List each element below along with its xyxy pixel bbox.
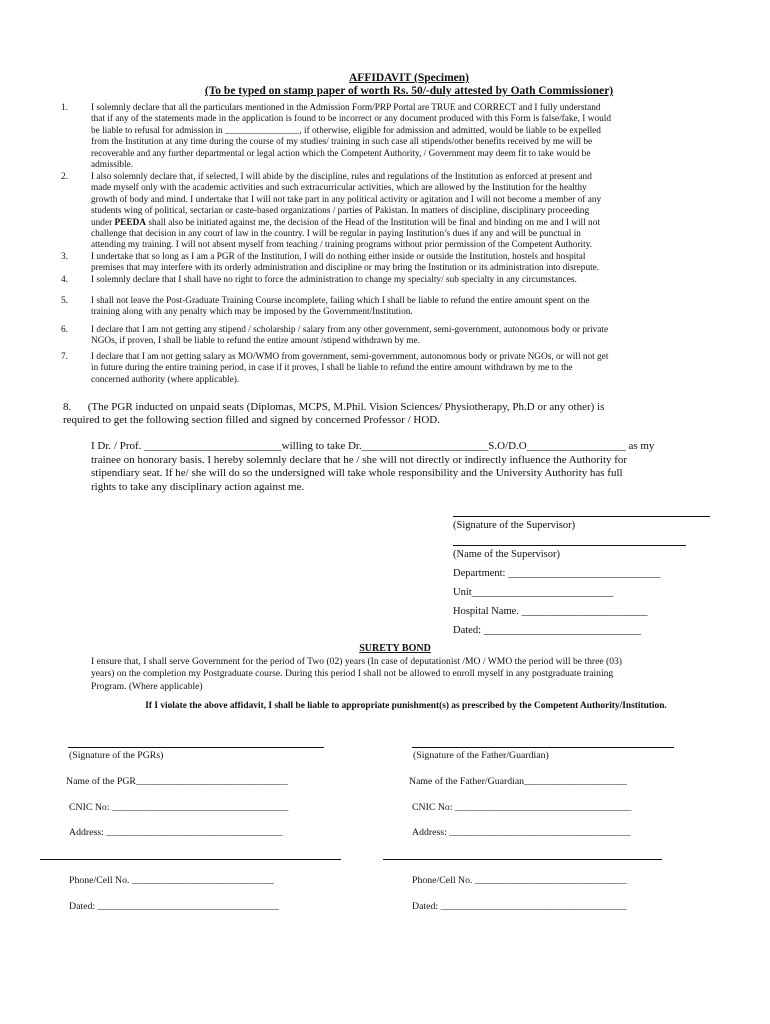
item-line: NGOs, if proven, I shall be liable to refund the entire amount /stipend withdrawn by me. bbox=[91, 336, 420, 347]
guardian-address-field[interactable]: Address: _____________________________________ bbox=[412, 827, 631, 838]
item-line: I declare that I am not getting any stipend / scholarship / salary from any other government, semi-government, autonomous body or private bbox=[91, 325, 609, 335]
item-line: I declare that I am not getting salary as MO/WMO from government, semi-government, autonomous body or private NGOs, or will not get bbox=[91, 352, 609, 362]
declaration-line: I Dr. / Prof. _________________________willing to take Dr._______________________S.O/D.O__________________ as my bbox=[91, 440, 655, 452]
declaration-line: rights to take any disciplinary action against me. bbox=[91, 480, 305, 493]
para8-line: required to get the following section filled and signed by concerned Professor / HOD. bbox=[63, 414, 440, 426]
item-number: 7. bbox=[61, 352, 68, 362]
item-text bbox=[91, 296, 724, 319]
item-line: from the Institution at any time during the course of my studies/ training in such case all stipends/other benefits received by me will be bbox=[91, 137, 593, 148]
item-line: made myself only with the academic activities and such extracurricular activities, which are allowed by the Institution for the healthy bbox=[91, 183, 587, 194]
item-line: I solemnly declare that I shall have no right to force the administration to change my specialty/ sub specialty in any circumstances. bbox=[91, 275, 577, 285]
surety-line: Program. (Where applicable) bbox=[91, 680, 203, 692]
item-line: in future during the entire training period, in case if it proves, I shall be liable to refund the entire amount withdrawn by me to the bbox=[91, 363, 573, 374]
paragraph-8 bbox=[63, 401, 724, 427]
professor-declaration bbox=[91, 440, 724, 494]
pgr-signature-label: (Signature of the PGRs) bbox=[69, 750, 164, 761]
item-line: recoverable and any further departmental or legal action which the Competent Authority, / Government may deem fit to take would be bbox=[91, 148, 591, 159]
item-line: attending my training. I will not absent myself from teaching / training programs without prior permission of the Competent Authority. bbox=[91, 240, 593, 251]
pgr-phone-field[interactable]: Phone/Cell No. _____________________________ bbox=[69, 875, 274, 886]
item-line: concerned authority (where applicable). bbox=[91, 374, 240, 385]
affidavit-subtitle: (To be typed on stamp paper of worth Rs. 50/-duly attested by Oath Commissioner) bbox=[204, 85, 614, 97]
guardian-signature-line[interactable] bbox=[412, 747, 674, 748]
guardian-phone-field[interactable]: Phone/Cell No. _______________________________ bbox=[412, 875, 627, 886]
surety-bond-text bbox=[91, 656, 724, 693]
guardian-cnic-field[interactable]: CNIC No: ____________________________________ bbox=[412, 802, 632, 813]
supervisor-dated-field[interactable]: Dated: ______________________________ bbox=[453, 625, 642, 636]
pgr-cnic-field[interactable]: CNIC No: ____________________________________ bbox=[69, 802, 289, 813]
item-text bbox=[91, 252, 724, 275]
item-number: 5. bbox=[61, 296, 68, 306]
item-line: I solemnly declare that all the particulars mentioned in the Admission Form/PRP Portal are TRUE and CORRECT and I fully understand bbox=[91, 103, 601, 113]
guardian-signature-label: (Signature of the Father/Guardian) bbox=[413, 750, 549, 761]
item-number: 2. bbox=[61, 172, 68, 182]
surety-bond-title: SURETY BOND bbox=[359, 643, 431, 654]
pgr-address-field[interactable]: Address: ____________________________________ bbox=[69, 827, 283, 838]
item-text bbox=[91, 325, 724, 348]
item-line: training along with any penalty which may be imposed by the Government/Institution. bbox=[91, 307, 413, 318]
guardian-name-field[interactable]: Name of the Father/Guardian_____________________ bbox=[409, 776, 627, 787]
peeda-text: PEEDA bbox=[114, 217, 147, 228]
item-number: 3. bbox=[61, 252, 68, 262]
supervisor-unit-field[interactable]: Unit___________________________ bbox=[453, 587, 614, 598]
declaration-line: stipendiary seat. If he/ she will do so the undersigned will take whole responsibility and the University Authority has full bbox=[91, 467, 623, 479]
item-line: that if any of the statements made in the application is found to be incorrect or any document produced with this Form is false/fake, I would bbox=[91, 114, 611, 125]
item-text bbox=[91, 352, 724, 386]
item-line: I undertake that so long as I am a PGR of the Institution, I will do nothing either inside or outside the Institution, hostels and hospital bbox=[91, 252, 586, 262]
pgr-dated-field[interactable]: Dated: _____________________________________ bbox=[69, 901, 279, 912]
item-line: challenge that decision in any court of law in the country. I will be regular in paying Institution’s dues if any and will be punctual in bbox=[91, 229, 581, 240]
supervisor-hospital-field[interactable]: Hospital Name. ________________________ bbox=[453, 606, 648, 617]
violation-statement: If I violate the above affidavit, I shall be liable to appropriate punishment(s) as prescribed by the Competent Authority/Institution. bbox=[145, 701, 667, 711]
guardian-address-line-2[interactable] bbox=[383, 859, 662, 860]
supervisor-signature-label: (Signature of the Supervisor) bbox=[453, 520, 576, 531]
supervisor-signature-line[interactable] bbox=[453, 516, 710, 517]
supervisor-name-line[interactable] bbox=[453, 545, 686, 546]
declaration-line: trainee on honorary basis. I hereby solemnly declare that he / she will not directly or indirectly influence the Authority for bbox=[91, 453, 628, 466]
pgr-name-field[interactable]: Name of the PGR_______________________________ bbox=[66, 776, 288, 787]
item-line: students wing of political, sectarian or caste-based organizations / parties of Pakistan. In matters of discipline, disciplinary proceeding bbox=[91, 206, 590, 217]
item-text bbox=[91, 103, 724, 171]
item-line: be liable to refusal for admission in ________________, if otherwise, eligible for admission and admitted, would be liable to be expelled bbox=[91, 125, 601, 136]
para8-line: 8. (The PGR inducted on unpaid seats (Diplomas, MCPS, M.Phil. Vision Sciences/ Physiotherapy, Ph.D or any other) is bbox=[63, 401, 605, 413]
pgr-signature-line[interactable] bbox=[68, 747, 324, 748]
item-line: under PEEDA shall also be initiated against me, the decision of the Head of the Institution will be final and binding on me and I will not bbox=[91, 217, 600, 228]
surety-line: I ensure that, I shall serve Government for the period of Two (02) years (In case of deputationist /MO / WMO the period will be three (03) bbox=[91, 656, 623, 667]
item-line: I also solemnly declare that, if selected, I will abide by the discipline, rules and regulations of the Institution as enforced at present and bbox=[91, 172, 592, 182]
supervisor-department-field[interactable]: Department: _____________________________ bbox=[453, 568, 661, 579]
supervisor-name-label: (Name of the Supervisor) bbox=[453, 549, 561, 560]
surety-line: years) on the completion my Postgraduate course. During this period I shall not be allowed to enroll myself in any postgraduate training bbox=[91, 668, 614, 680]
item-number: 1. bbox=[61, 103, 68, 113]
item-number: 4. bbox=[61, 275, 68, 285]
item-text bbox=[91, 172, 724, 252]
item-number: 6. bbox=[61, 325, 68, 335]
item-line: growth of body and mind. I undertake that I will not take part in any political activity or agitation and I will not become a member of any bbox=[91, 194, 602, 205]
affidavit-title: AFFIDAVIT (Specimen) bbox=[348, 72, 469, 84]
item-line: admissible. bbox=[91, 160, 134, 171]
item-line: premises that may interfere with its orderly administration and discipline or may bring the Institution or its administration into disrepute. bbox=[91, 263, 600, 274]
pgr-address-line-2[interactable] bbox=[40, 859, 341, 860]
item-text bbox=[91, 275, 724, 286]
item-line: I shall not leave the Post-Graduate Training Course incomplete, failing which I shall be liable to refund the entire amount spent on the bbox=[91, 296, 590, 306]
guardian-dated-field[interactable]: Dated: ______________________________________ bbox=[412, 901, 627, 912]
